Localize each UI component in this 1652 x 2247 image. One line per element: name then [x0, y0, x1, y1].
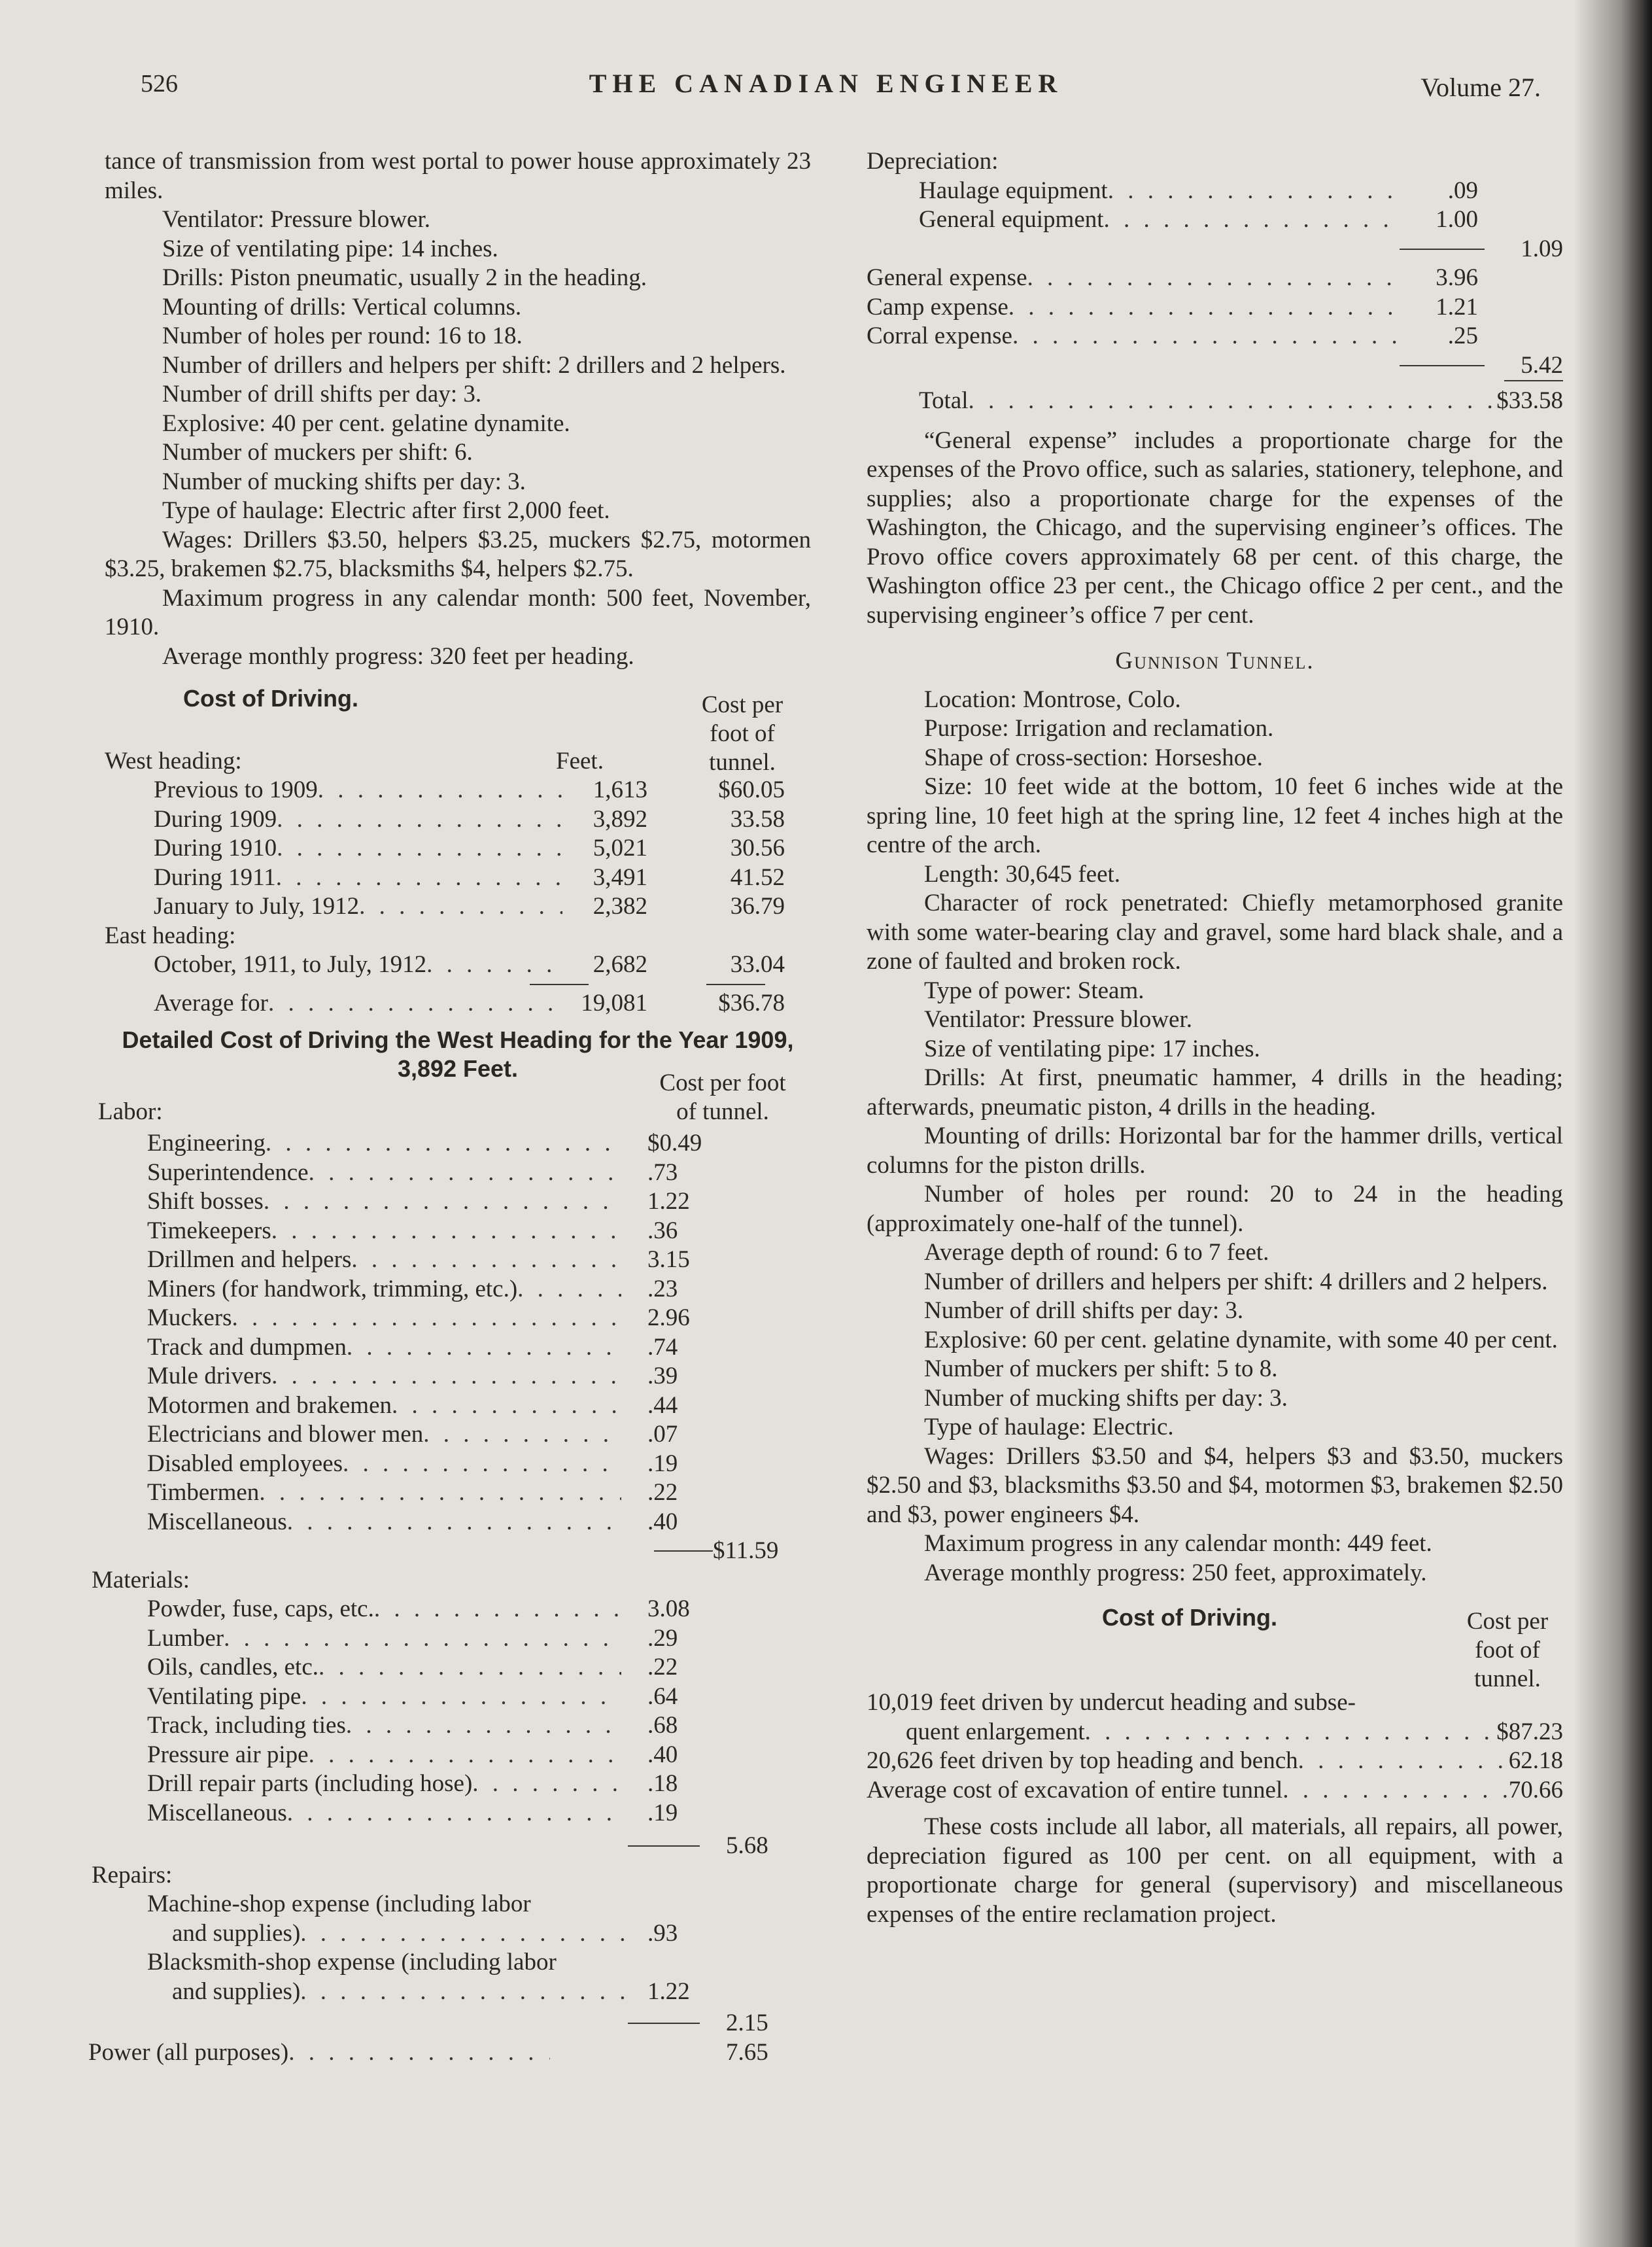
spec-paragraph: Number of holes per round: 20 to 24 in the heading (approximately one-half of the tunnel).	[867, 1181, 1563, 1237]
depreciation-total: 1.09	[1521, 235, 1563, 262]
spec-line: Number of drill shifts per day: 3.	[162, 381, 482, 408]
table-row: Track and dumpmen . . . .74	[105, 1333, 811, 1363]
cost-row: 20,626 feet driven by top heading and bench . . . 62.18	[867, 1747, 1563, 1776]
spec-line: Mounting of drills: Vertical columns.	[162, 293, 522, 321]
spec-line: Ventilator: Pressure blower.	[162, 206, 430, 233]
total-row: Total . . . $33.58	[867, 387, 1563, 416]
spec-line: Size of ventilating pipe: 17 inches.	[924, 1035, 1260, 1062]
table-row: Muckers . . . 2.96	[105, 1304, 811, 1333]
right-column	[867, 147, 1563, 1929]
table-row: Haulage equipment . . . .09	[867, 177, 1563, 206]
table-row: Drillmen and helpers . . . 3.15	[105, 1245, 811, 1275]
table-row: Engineering . . . $0.49	[105, 1129, 811, 1158]
table-row: During 1911 . . . 3,491 41.52	[105, 863, 811, 893]
general-expense-note: “General expense” includes a proportionate charge for the expenses of the Provo office, such as salaries, stationery, telephone, and supplies; also a proportionate charge for the expenses of the Washington, the Chicago, and the supervising engineer’s offices. The Provo office covers approximately 68 per cent. of this charge, the Washington office 23 per cent., the Chicago office 2 per cent., and the supervising engineer’s office 7 per cent.	[867, 427, 1563, 629]
cost-of-driving-heading: Cost of Driving.	[183, 685, 358, 712]
west-heading-rows	[105, 776, 811, 922]
materials-heading: Materials:	[92, 1566, 190, 1594]
divider	[628, 2023, 700, 2024]
spec-line: Number of mucking shifts per day: 3.	[924, 1384, 1288, 1412]
divider	[706, 984, 765, 985]
intro-text: tance of transmission from west portal to power house approximately 23 miles.	[105, 148, 811, 204]
table-row: Camp expense . . . 1.21	[867, 293, 1563, 322]
spec-paragraph: Size: 10 feet wide at the bottom, 10 feet 6 inches wide at the spring line, 10 feet high at the spring line, 12 feet 4 inches high at the centre of the arch.	[867, 773, 1563, 858]
west-heading-label: West heading:	[105, 748, 242, 775]
divider	[654, 1550, 713, 1552]
gunnison-heading: Gunnison Tunnel.	[1115, 648, 1315, 674]
closing-note: These costs include all labor, all materials, all repairs, all power, depreciation figured as 100 per cent. on all equipment, with a proportionate charge for general (supervisory) and miscellaneous expenses of the entire reclamation project.	[867, 1813, 1563, 1928]
table-row: Timekeepers . . . .36	[105, 1217, 811, 1246]
avg-progress: Average monthly progress: 250 feet, approximately.	[924, 1559, 1427, 1586]
page-binding-shadow	[1574, 0, 1652, 2247]
table-row: Miscellaneous . . . .19	[105, 1799, 811, 1828]
journal-title: THE CANADIAN ENGINEER	[589, 69, 1063, 98]
max-progress: Maximum progress in any calendar month: 449 feet.	[924, 1530, 1432, 1557]
divider	[628, 1845, 700, 1847]
table-row: Miners (for handwork, trimming, etc.) . . . .23	[105, 1275, 811, 1304]
expense-total: 5.42	[1521, 351, 1563, 379]
depreciation-heading: Depreciation:	[867, 148, 999, 175]
page-header	[0, 65, 1652, 105]
cost-of-driving-heading: Cost of Driving.	[1102, 1604, 1277, 1631]
detailed-cost-heading: Detailed Cost of Driving the West Heading for the Year 1909, 3,892 Feet.	[122, 1026, 794, 1082]
table-row: General expense . . . 3.96	[867, 264, 1563, 293]
table-row: Drill repair parts (including hose) . . . .18	[105, 1769, 811, 1799]
detail-cost-column-header: Cost per foot of tunnel.	[659, 1070, 786, 1125]
labor-heading: Labor:	[98, 1098, 163, 1125]
spec-paragraph: Character of rock penetrated: Chiefly metamorphosed granite with some water-bearing clay and gravel, some hard black shale, and a zone of faulted and broken rock.	[867, 890, 1563, 975]
east-heading-label: East heading:	[105, 922, 236, 949]
divider	[1400, 249, 1485, 250]
divider	[530, 984, 589, 985]
spec-line: Type of haulage: Electric after first 2,000 feet.	[162, 497, 610, 524]
left-column	[88, 147, 811, 2067]
cost-table-header	[867, 1597, 1563, 1692]
table-row: Superintendence . . . .73	[105, 1158, 811, 1188]
table-row: Disabled employees . . . .19	[105, 1450, 811, 1479]
detail-column-header	[98, 1070, 811, 1129]
table-row: Lumber . . . .29	[105, 1624, 811, 1654]
table-row: January to July, 1912 . . . 2,382 36.79	[105, 892, 811, 922]
average-row: Average for . . . 19,081 $36.78	[105, 989, 811, 1019]
materials-total: 5.68	[726, 1832, 768, 1859]
spec-line: Number of muckers per shift: 5 to 8.	[924, 1355, 1278, 1382]
table-row: Miscellaneous . . . .40	[105, 1508, 811, 1537]
repairs-total: 2.15	[726, 2010, 768, 2036]
labor-rows	[105, 1129, 811, 1537]
max-progress: Maximum progress in any calendar month: 500 feet, November, 1910.	[105, 584, 811, 640]
table-row: Corral expense . . . .25	[867, 322, 1563, 351]
table-row: During 1910 . . . 5,021 30.56	[105, 834, 811, 863]
depreciation-rows	[867, 177, 1563, 235]
spec-line: Location: Montrose, Colo.	[924, 686, 1181, 713]
repairs-row: Blacksmith-shop expense (including labor and supplies) . . . 1.22	[105, 1948, 811, 2006]
cost-row: 10,019 feet driven by undercut heading and subse- quent enlargement . . . $87.23	[867, 1688, 1563, 1747]
table-row: Pressure air pipe . . . .40	[105, 1741, 811, 1770]
table-row: General equipment . . . 1.00	[867, 205, 1563, 235]
wages-paragraph: Wages: Drillers $3.50 and $4, helpers $3 and $3.50, muckers $2.50 and $3, blacksmiths $3.50 and $4, motormen $3, brakemen $2.50 and $3, power engineers $4.	[867, 1442, 1563, 1528]
table-row: During 1909 . . . 3,892 33.58	[105, 805, 811, 835]
spec-line: Number of holes per round: 16 to 18.	[162, 322, 523, 349]
spec-line: Explosive: 40 per cent. gelatine dynamite.	[162, 409, 570, 437]
spec-line: Number of mucking shifts per day: 3.	[162, 468, 526, 495]
repairs-heading: Repairs:	[92, 1861, 173, 1889]
feet-column-header: Feet.	[556, 748, 604, 775]
spec-line: Length: 30,645 feet.	[924, 860, 1121, 888]
spec-line: Number of muckers per shift: 6.	[162, 439, 473, 466]
table-row: Electricians and blower men . . . .07	[105, 1420, 811, 1450]
table-row: Timbermen . . . .22	[105, 1478, 811, 1508]
spec-paragraph: Number of drillers and helpers per shift: 2 drillers and 2 helpers.	[162, 351, 786, 379]
spec-line: Size of ventilating pipe: 14 inches.	[162, 235, 498, 262]
materials-rows	[105, 1595, 811, 1828]
table-row: Oils, candles, etc. . . . .22	[105, 1653, 811, 1682]
expense-rows	[867, 264, 1563, 351]
repairs-row: Machine-shop expense (including labor and supplies) . . . .93	[105, 1890, 811, 1948]
spec-line: Purpose: Irrigation and reclamation.	[924, 715, 1274, 742]
spec-line: Number of drill shifts per day: 3.	[924, 1297, 1244, 1324]
divider	[1504, 380, 1563, 381]
spec-line: Average depth of round: 6 to 7 feet.	[924, 1239, 1269, 1266]
spec-line: Type of haulage: Electric.	[924, 1414, 1174, 1440]
divider	[1400, 365, 1485, 366]
page-number: 526	[141, 70, 178, 97]
wages-paragraph: Wages: Drillers $3.50, helpers $3.25, muckers $2.75, motormen $3.25, brakemen $2.75, blacksmiths $4, helpers $2.75.	[105, 526, 811, 582]
table-row: October, 1911, to July, 1912 . . . 2,682 33.04	[105, 950, 811, 980]
power-row: Power (all purposes) . . . 7.65	[88, 2038, 811, 2068]
table-row: Track, including ties . . . .68	[105, 1711, 811, 1741]
cost-column-header: Cost per foot of tunnel.	[701, 691, 783, 776]
spec-line: Ventilator: Pressure blower.	[924, 1006, 1192, 1033]
spec-paragraph: Number of drillers and helpers per shift: 4 drillers and 2 helpers.	[924, 1268, 1548, 1295]
spec-line: Type of power: Steam.	[924, 977, 1144, 1004]
cost-row: Average cost of excavation of entire tunnel . . . 70.66	[867, 1776, 1563, 1805]
cost-table-header	[105, 678, 811, 776]
avg-progress: Average monthly progress: 320 feet per heading.	[162, 642, 634, 670]
labor-total: $11.59	[713, 1537, 779, 1564]
spec-line: Shape of cross-section: Horseshoe.	[924, 744, 1263, 771]
spec-line: Drills: Piston pneumatic, usually 2 in the heading.	[162, 264, 647, 291]
spec-paragraph: Explosive: 60 per cent. gelatine dynamite, with some 40 per cent.	[924, 1326, 1558, 1353]
spec-paragraph: Drills: At first, pneumatic hammer, 4 drills in the heading; afterwards, pneumatic piston, 4 drills in the heading.	[867, 1064, 1563, 1121]
table-row: Mule drivers . . . .39	[105, 1362, 811, 1391]
table-row: Previous to 1909 . . . 1,613 $60.05	[105, 776, 811, 805]
volume-label: Volume 27.	[1420, 73, 1541, 102]
table-row: Motormen and brakemen . . . .44	[105, 1391, 811, 1421]
cost-column-header: Cost per foot of tunnel.	[1466, 1608, 1549, 1692]
spec-paragraph: Mounting of drills: Horizontal bar for the hammer drills, vertical columns for the piston drills.	[867, 1123, 1563, 1179]
table-row: Ventilating pipe . . . .64	[105, 1682, 811, 1712]
table-row: Shift bosses . . . 1.22	[105, 1187, 811, 1217]
table-row: Powder, fuse, caps, etc. . . . 3.08	[105, 1595, 811, 1624]
